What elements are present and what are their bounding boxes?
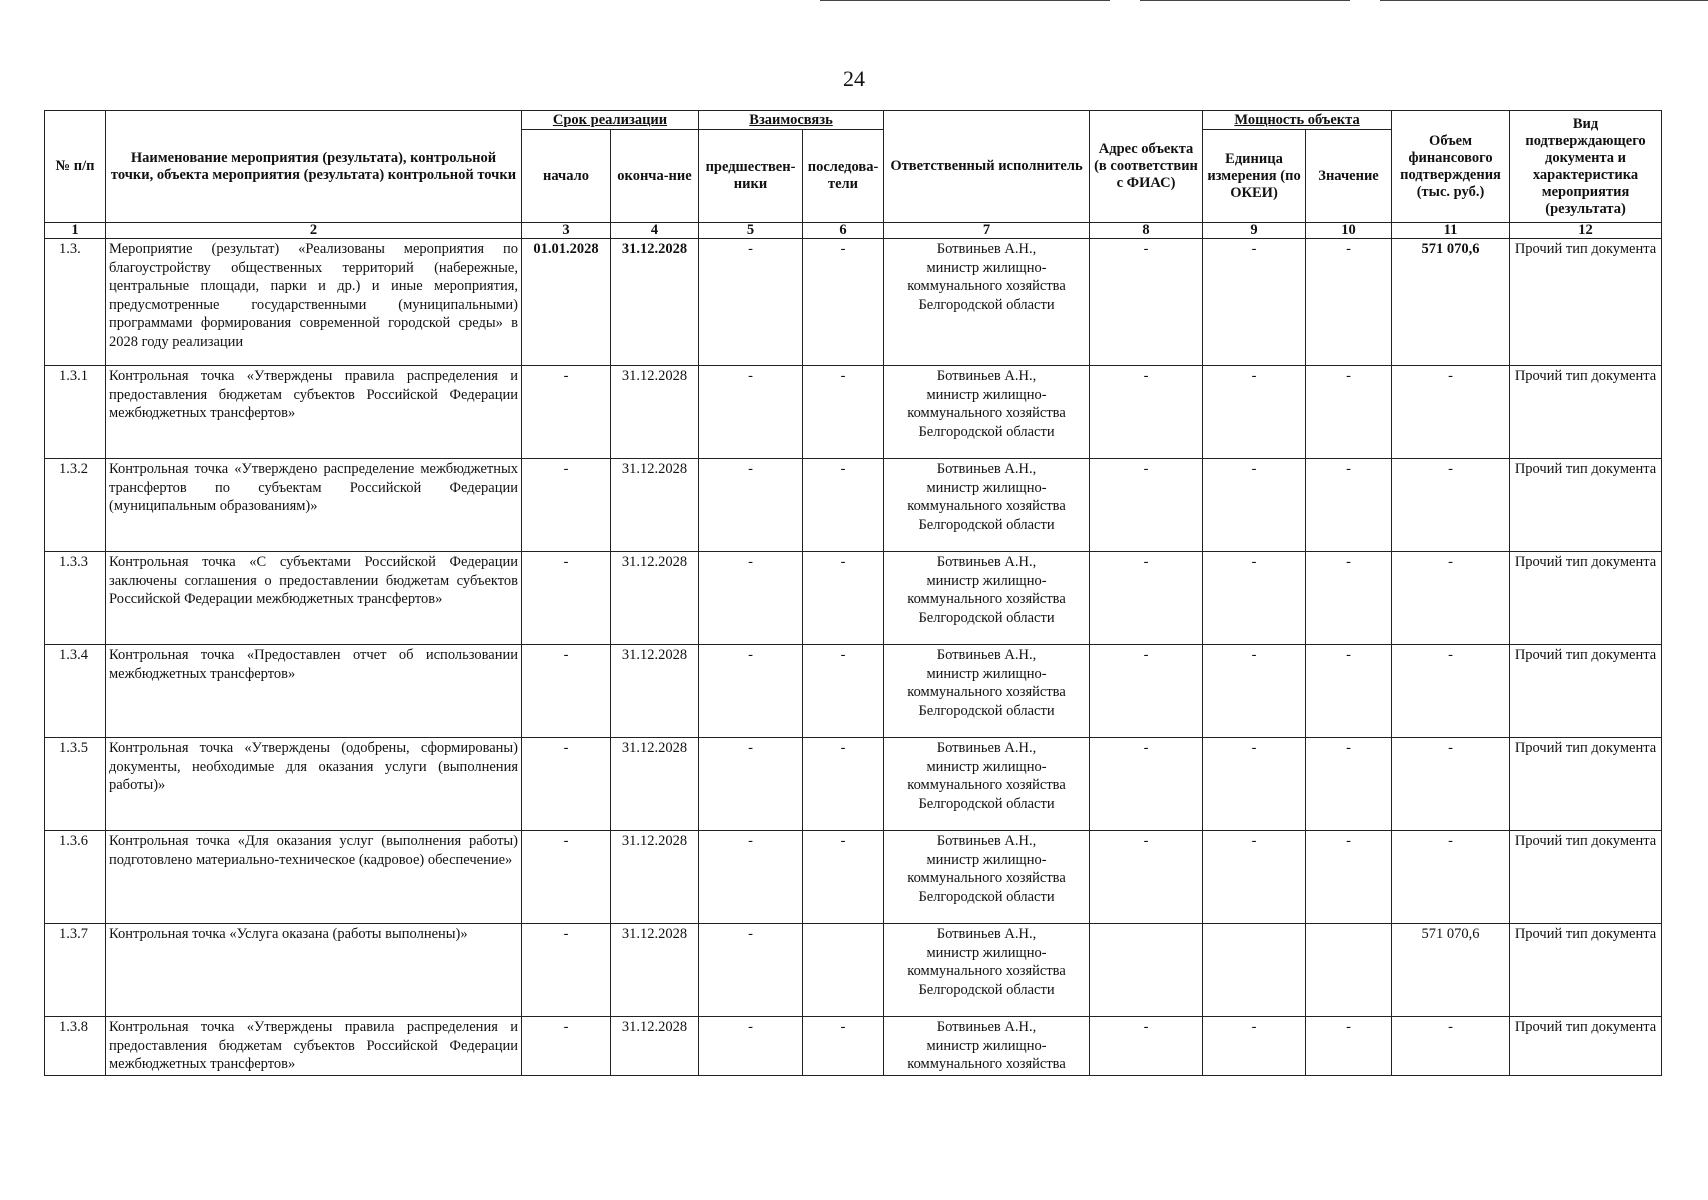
responsible-cell (884, 366, 1090, 459)
column-number: 11 (1392, 223, 1510, 239)
address-cell (1090, 924, 1203, 1017)
unit-cell: - (1203, 459, 1306, 552)
doc-type-cell: Прочий тип документа (1510, 366, 1662, 459)
responsible-line: министр жилищно- (926, 665, 1047, 682)
header-no: № п/п (45, 111, 106, 223)
responsible-cell (884, 552, 1090, 645)
value-cell: - (1306, 1017, 1392, 1076)
predecessors-cell: - (699, 831, 803, 924)
responsible-cell (884, 239, 1090, 366)
row-number-cell: 1.3.6 (45, 831, 106, 924)
header-start: начало (522, 130, 611, 223)
header-responsible: Ответственный исполнитель (884, 111, 1090, 223)
address-cell: - (1090, 239, 1203, 366)
responsible-line: Ботвиньев А.Н., (936, 833, 1037, 849)
predecessors-cell: - (699, 552, 803, 645)
responsible-line: коммунального хозяйства (907, 1056, 1066, 1072)
responsible-cell (884, 645, 1090, 738)
responsible-line: коммунального хозяйства (907, 498, 1066, 514)
value-cell: - (1306, 645, 1392, 738)
end-date-cell: 31.12.2028 (611, 1017, 699, 1076)
row-number-cell: 1.3.8 (45, 1017, 106, 1076)
row-number-cell: 1.3. (45, 239, 106, 366)
responsible-line: Белгородской области (918, 795, 1055, 812)
column-number: 6 (803, 223, 884, 239)
end-date-cell: 31.12.2028 (611, 645, 699, 738)
table-row (45, 552, 1662, 645)
responsible-line: Белгородской области (918, 423, 1055, 440)
address-cell: - (1090, 738, 1203, 831)
start-date-cell: - (522, 738, 611, 831)
successors-cell: - (803, 645, 884, 738)
responsible-line: Белгородской области (918, 702, 1055, 719)
volume-cell: - (1392, 552, 1510, 645)
responsible-line: Ботвиньев А.Н., (936, 647, 1037, 663)
start-date-cell: - (522, 924, 611, 1017)
doc-type-cell: Прочий тип документа (1510, 924, 1662, 1017)
responsible-line: Ботвиньев А.Н., (936, 554, 1037, 570)
end-date-cell: 31.12.2028 (611, 366, 699, 459)
volume-cell: - (1392, 645, 1510, 738)
address-cell: - (1090, 1017, 1203, 1076)
start-date-cell: - (522, 645, 611, 738)
column-number: 5 (699, 223, 803, 239)
row-name-cell: Контрольная точка «Утверждено распределение межбюджетных трансфертов по субъектам Российской Федерации (муниципальным образованиям)» (106, 459, 522, 552)
header-volume: Объем финансового подтверждения (тыс. руб.) (1392, 111, 1510, 223)
unit-cell: - (1203, 645, 1306, 738)
row-name-cell: Контрольная точка «Утверждены правила распределения и предоставления бюджетам субъектов Российской Федерации межбюджетных трансфертов» (106, 366, 522, 459)
column-number: 3 (522, 223, 611, 239)
predecessors-cell: - (699, 738, 803, 831)
responsible-line: коммунального хозяйства (907, 963, 1066, 979)
header-group-period: Срок реализации (522, 111, 699, 130)
value-cell: - (1306, 366, 1392, 459)
doc-type-cell: Прочий тип документа (1510, 239, 1662, 366)
address-cell: - (1090, 552, 1203, 645)
responsible-line: Ботвиньев А.Н., (936, 461, 1037, 477)
end-date-cell: 31.12.2028 (611, 459, 699, 552)
predecessors-cell: - (699, 366, 803, 459)
predecessors-cell: - (699, 1017, 803, 1076)
table-row (45, 1017, 1662, 1076)
responsible-line: Ботвиньев А.Н., (936, 241, 1037, 257)
top-rule (1380, 0, 1708, 1)
successors-cell: - (803, 239, 884, 366)
header-group-link: Взаимосвязь (699, 111, 884, 130)
column-number: 9 (1203, 223, 1306, 239)
table-row (45, 831, 1662, 924)
unit-cell: - (1203, 1017, 1306, 1076)
column-number: 10 (1306, 223, 1392, 239)
responsible-line: коммунального хозяйства (907, 278, 1066, 294)
column-number: 4 (611, 223, 699, 239)
unit-cell: - (1203, 552, 1306, 645)
unit-cell (1203, 924, 1306, 1017)
row-number-cell: 1.3.4 (45, 645, 106, 738)
table-row (45, 459, 1662, 552)
table-row (45, 645, 1662, 738)
column-number: 12 (1510, 223, 1662, 239)
end-date-cell: 31.12.2028 (611, 239, 699, 366)
header-predecessors: предшествен-ники (699, 130, 803, 223)
address-cell: - (1090, 459, 1203, 552)
responsible-line: министр жилищно- (926, 386, 1047, 403)
row-number-cell: 1.3.2 (45, 459, 106, 552)
responsible-line: Белгородской области (918, 296, 1055, 313)
volume-cell: 571 070,6 (1392, 924, 1510, 1017)
volume-cell: - (1392, 459, 1510, 552)
responsible-line: Ботвиньев А.Н., (936, 740, 1037, 756)
volume-cell: 571 070,6 (1392, 239, 1510, 366)
responsible-cell (884, 831, 1090, 924)
predecessors-cell: - (699, 924, 803, 1017)
start-date-cell: - (522, 831, 611, 924)
row-name-cell: Контрольная точка «Утверждены (одобрены, сформированы) документы, необходимые для оказания услуги (выполнения работы)» (106, 738, 522, 831)
doc-type-cell: Прочий тип документа (1510, 459, 1662, 552)
responsible-line: Белгородской области (918, 516, 1055, 533)
row-name-cell: Контрольная точка «С субъектами Российской Федерации заключены соглашения о предоставлении бюджетам субъектов Российской Федерации межбюджетных трансфертов» (106, 552, 522, 645)
responsible-line: Белгородской области (918, 888, 1055, 905)
responsible-cell (884, 459, 1090, 552)
doc-type-cell: Прочий тип документа (1510, 831, 1662, 924)
value-cell: - (1306, 552, 1392, 645)
responsible-line: министр жилищно- (926, 1037, 1047, 1054)
predecessors-cell: - (699, 459, 803, 552)
volume-cell: - (1392, 1017, 1510, 1076)
start-date-cell: - (522, 1017, 611, 1076)
column-number: 2 (106, 223, 522, 239)
page-number: 24 (843, 66, 865, 91)
responsible-line: Ботвиньев А.Н., (936, 926, 1037, 942)
end-date-cell: 31.12.2028 (611, 738, 699, 831)
successors-cell (803, 924, 884, 1017)
responsible-line: коммунального хозяйства (907, 870, 1066, 886)
responsible-line: коммунального хозяйства (907, 777, 1066, 793)
successors-cell: - (803, 738, 884, 831)
row-name-cell: Контрольная точка «Предоставлен отчет об использовании межбюджетных трансфертов» (106, 645, 522, 738)
doc-type-cell: Прочий тип документа (1510, 645, 1662, 738)
responsible-line: Ботвиньев А.Н., (936, 368, 1037, 384)
column-number: 7 (884, 223, 1090, 239)
responsible-line: министр жилищно- (926, 944, 1047, 961)
row-name-cell: Контрольная точка «Утверждены правила распределения и предоставления бюджетам субъектов Российской Федерации межбюджетных трансфертов» (106, 1017, 522, 1076)
top-rule (820, 0, 1110, 1)
responsible-line: Белгородской области (918, 981, 1055, 998)
unit-cell: - (1203, 366, 1306, 459)
successors-cell: - (803, 1017, 884, 1076)
end-date-cell: 31.12.2028 (611, 552, 699, 645)
doc-type-cell: Прочий тип документа (1510, 738, 1662, 831)
start-date-cell: 01.01.2028 (522, 239, 611, 366)
table-row (45, 239, 1662, 366)
start-date-cell: - (522, 366, 611, 459)
value-cell: - (1306, 239, 1392, 366)
row-number-cell: 1.3.1 (45, 366, 106, 459)
responsible-line: министр жилищно- (926, 259, 1047, 276)
responsible-line: Белгородской области (918, 609, 1055, 626)
table-row (45, 738, 1662, 831)
header-end: оконча-ние (611, 130, 699, 223)
doc-type-cell: Прочий тип документа (1510, 552, 1662, 645)
table-row (45, 924, 1662, 1017)
header-address: Адрес объекта (в соответствин с ФИАС) (1090, 111, 1203, 223)
end-date-cell: 31.12.2028 (611, 924, 699, 1017)
column-number: 1 (45, 223, 106, 239)
responsible-line: коммунального хозяйства (907, 591, 1066, 607)
start-date-cell: - (522, 552, 611, 645)
address-cell: - (1090, 831, 1203, 924)
header-value: Значение (1306, 130, 1392, 223)
column-numbers-row (45, 223, 1662, 239)
row-name-cell: Мероприятие (результат) «Реализованы мероприятия по благоустройству общественных территорий (набережные, центральные площади, парки и др.) и иные мероприятия, предусмотренные государственными (муниципальными) программами формирования современной городской среды» в 2028 году реализации (106, 239, 522, 366)
column-number: 8 (1090, 223, 1203, 239)
row-name-cell: Контрольная точка «Услуга оказана (работы выполнены)» (106, 924, 522, 1017)
responsible-line: коммунального хозяйства (907, 684, 1066, 700)
plan-table (44, 110, 1662, 1076)
header-unit: Единица измерения (по ОКЕИ) (1203, 130, 1306, 223)
unit-cell: - (1203, 239, 1306, 366)
successors-cell: - (803, 366, 884, 459)
volume-cell: - (1392, 366, 1510, 459)
value-cell (1306, 924, 1392, 1017)
responsible-line: министр жилищно- (926, 851, 1047, 868)
successors-cell: - (803, 831, 884, 924)
value-cell: - (1306, 831, 1392, 924)
doc-type-cell: Прочий тип документа (1510, 1017, 1662, 1076)
value-cell: - (1306, 738, 1392, 831)
end-date-cell: 31.12.2028 (611, 831, 699, 924)
successors-cell: - (803, 459, 884, 552)
volume-cell: - (1392, 831, 1510, 924)
table-row (45, 366, 1662, 459)
header-doc-type: Вид подтверждающего документа и характеристика мероприятия (результата) (1510, 111, 1662, 223)
predecessors-cell: - (699, 645, 803, 738)
header-group-row (45, 111, 1662, 130)
responsible-cell (884, 924, 1090, 1017)
header-group-capacity: Мощность объекта (1203, 111, 1392, 130)
value-cell: - (1306, 459, 1392, 552)
address-cell: - (1090, 366, 1203, 459)
responsible-line: коммунального хозяйства (907, 405, 1066, 421)
responsible-line: министр жилищно- (926, 572, 1047, 589)
start-date-cell: - (522, 459, 611, 552)
top-rule (1140, 0, 1350, 1)
responsible-cell (884, 1017, 1090, 1076)
responsible-cell (884, 738, 1090, 831)
responsible-line: министр жилищно- (926, 758, 1047, 775)
address-cell: - (1090, 645, 1203, 738)
volume-cell: - (1392, 738, 1510, 831)
responsible-line: министр жилищно- (926, 479, 1047, 496)
predecessors-cell: - (699, 239, 803, 366)
row-number-cell: 1.3.3 (45, 552, 106, 645)
row-number-cell: 1.3.7 (45, 924, 106, 1017)
header-name: Наименование мероприятия (результата), контрольной точки, объекта мероприятия (результата) контрольной точки (106, 111, 522, 223)
header-successors: последова-тели (803, 130, 884, 223)
responsible-line: Ботвиньев А.Н., (936, 1019, 1037, 1035)
row-number-cell: 1.3.5 (45, 738, 106, 831)
unit-cell: - (1203, 738, 1306, 831)
successors-cell: - (803, 552, 884, 645)
unit-cell: - (1203, 831, 1306, 924)
row-name-cell: Контрольная точка «Для оказания услуг (выполнения работы) подготовлено материально-техническое (кадровое) обеспечение» (106, 831, 522, 924)
